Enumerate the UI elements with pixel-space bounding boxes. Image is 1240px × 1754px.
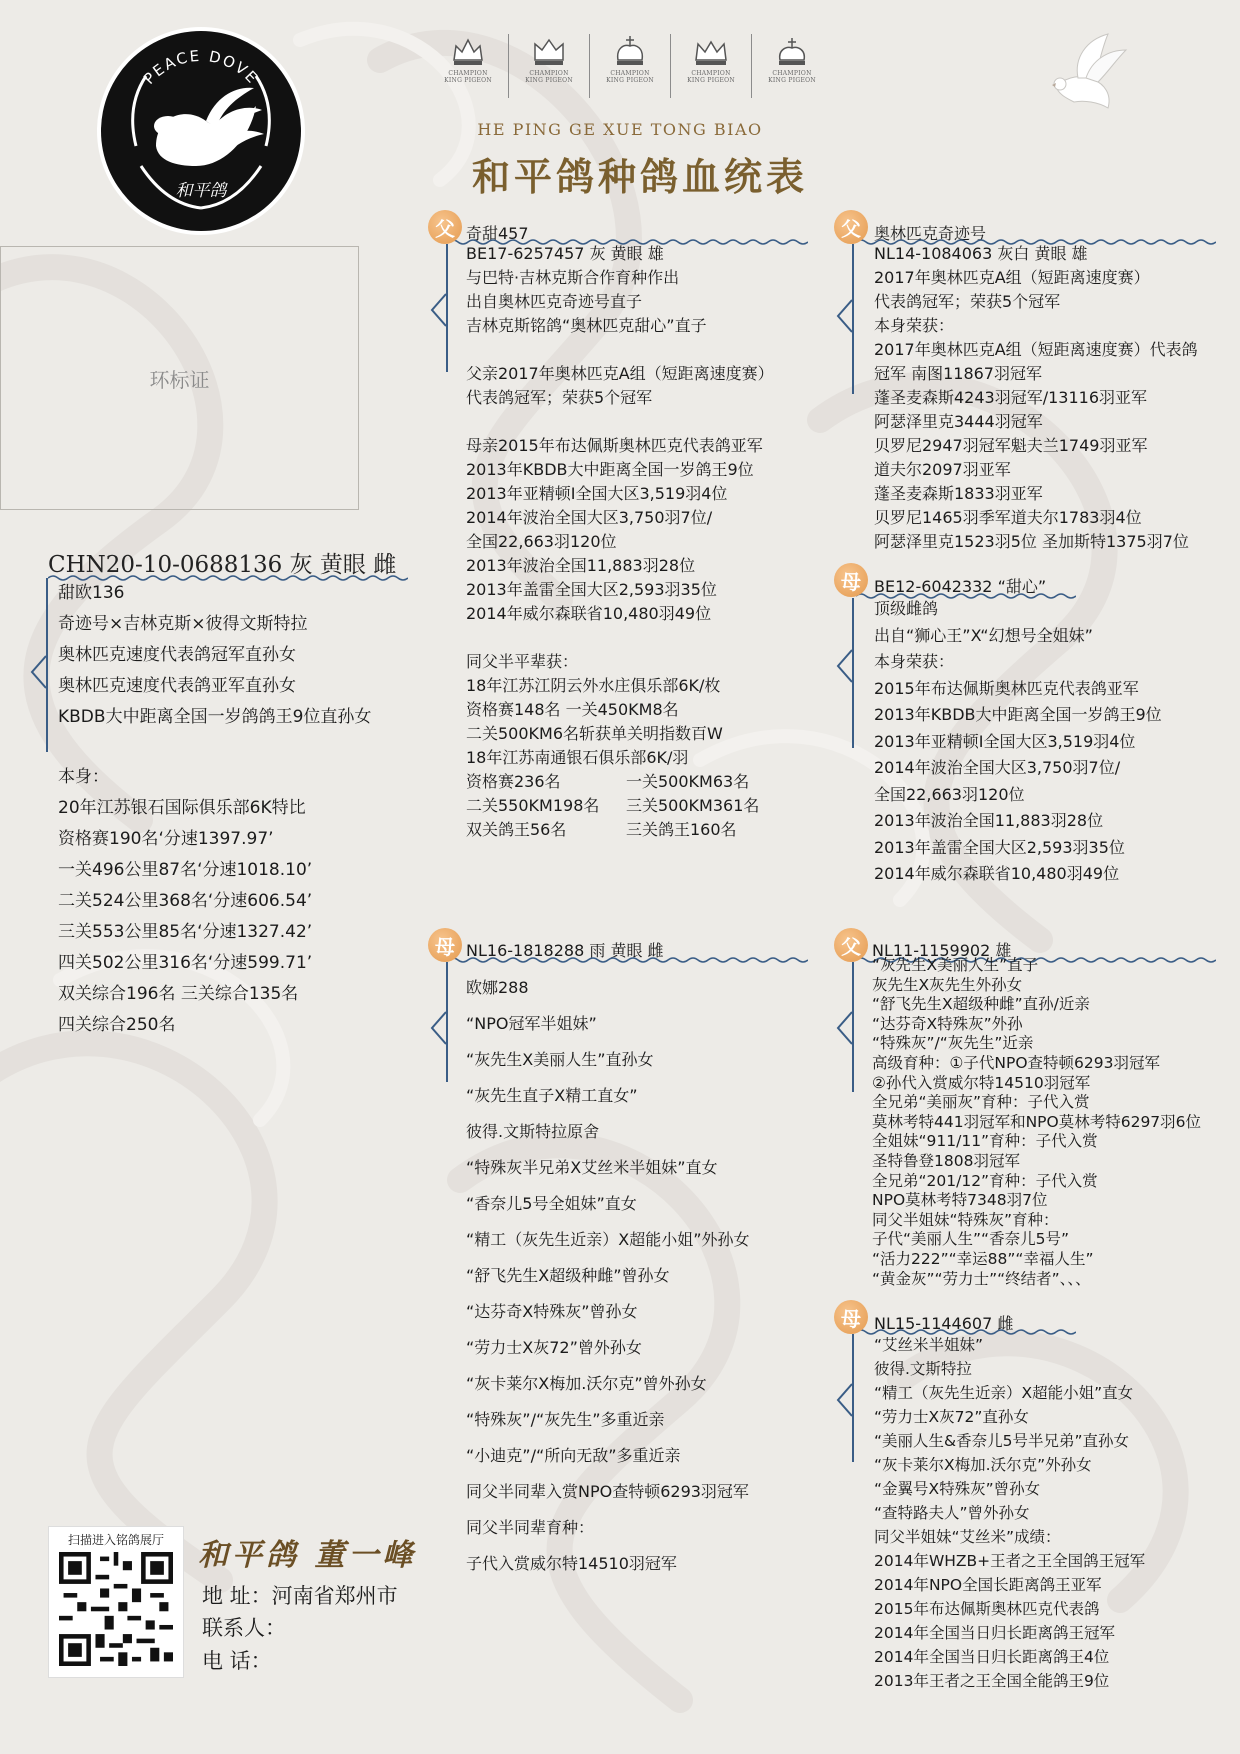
contact-person: 联系人：	[202, 1616, 286, 1640]
subject-line: 甜欧136	[58, 583, 125, 603]
qr-label: 扫描进入铭鸽展厅	[67, 1533, 164, 1547]
dam-sire-info	[872, 956, 1201, 1289]
sire-line	[466, 626, 776, 650]
crown-item	[671, 34, 752, 98]
sire-sire-line: 阿瑟泽里克3444羽冠军	[874, 412, 1043, 431]
bracket-chevron	[834, 1380, 854, 1420]
sire-sire-info	[874, 242, 1198, 554]
crown-label-line2: KING PIGEON	[687, 77, 735, 84]
sire-dam-info	[874, 596, 1162, 888]
svg-text:和平鸽: 和平鸽	[175, 181, 227, 201]
dam-line: “特殊灰”/“灰先生”多重近亲	[466, 1410, 665, 1429]
dam-sire-line: 全姐妹“911/11”育种：子代入赏	[872, 1132, 1098, 1151]
dam-badge: 母	[428, 928, 462, 962]
crown-item	[590, 34, 671, 98]
sire-dam-badge: 母	[834, 563, 868, 597]
dam-dam-line: 2014年全国当日归长距离鸽王冠军	[874, 1624, 1115, 1642]
dam-sire-line: “活力222”“幸运88”“幸福人生”	[872, 1249, 1094, 1268]
record-line: 四关502公里316名‘分速599.71’	[58, 953, 313, 973]
sire-sire-line: 代表鸽冠军；荣获5个冠军	[874, 292, 1061, 311]
dam-sire-line: “黄金灰”“劳力士”“终结者”、、、	[872, 1269, 1091, 1288]
qr-code-panel[interactable]	[48, 1526, 184, 1678]
dam-sire-line: 全兄弟“201/12”育种：子代入赏	[872, 1171, 1098, 1190]
sire-line: 18年江苏南通银石俱乐部6K/羽	[466, 748, 689, 767]
subject-info	[58, 578, 371, 733]
sire-line: 与巴特·吉林克斯合作育种作出	[466, 268, 680, 287]
dam-dam-line: “劳力士X灰72”直孙女	[874, 1408, 1029, 1426]
sire-line: 2014年波治全国大区3,750羽7位/	[466, 508, 713, 527]
sire-table-cell: 二关550KM198名	[466, 796, 600, 815]
sire-dam-line: 出自“狮心王”X“幻想号全姐妹”	[874, 625, 1093, 645]
sire-line: 2013年KBDB大中距离全国一岁鸽王9位	[466, 460, 754, 479]
sire-results-table	[466, 770, 776, 842]
dam-sire-line: 高级育种：①子代NPO查特顿6293羽冠军	[872, 1053, 1160, 1072]
sire-sire-line: 冠军 南图11867羽冠军	[874, 364, 1042, 383]
sire-info	[466, 242, 776, 842]
peace-dove-logo	[96, 26, 306, 236]
sire-line: 资格赛148名 一关450KM8名	[466, 700, 679, 719]
dam-sire-line: 灰先生X灰先生外孙女	[872, 975, 1023, 994]
dam-line: “NPO冠军半姐妹”	[466, 1014, 597, 1033]
page-title: 和平鸽种鸽血统表	[471, 154, 808, 199]
sire-dam-line: 2013年盖雷全国大区2,593羽35位	[874, 837, 1125, 857]
crown-icon	[691, 34, 731, 70]
sire-dam-line: 2013年KBDB大中距离全国一岁鸽王9位	[874, 705, 1162, 724]
dam-info	[466, 970, 750, 1582]
sire-name: 奇甜457	[466, 224, 529, 243]
ring-certificate-label: 环标证	[149, 367, 210, 392]
dam-dam-line: “金翼号X特殊灰”曾孙女	[874, 1480, 1041, 1498]
record-line: 三关553公里85名‘分速1327.42’	[58, 922, 313, 942]
wavy-underline	[448, 956, 808, 964]
dam-dam-line: 2015年布达佩斯奥林匹克代表鸽	[874, 1600, 1100, 1618]
sire-line: BE17-6257457 灰 黄眼 雄	[466, 244, 664, 263]
dam-dam-line: 2014年全国当日归长距离鸽王4位	[874, 1648, 1110, 1666]
sire-sire-line: 本身荣获：	[874, 316, 955, 335]
dam-line: “精工（灰先生近亲）X超能小姐”外孙女	[466, 1230, 750, 1249]
sire-table-cell: 一关500KM63名	[626, 772, 750, 791]
dam-line: 同父半同辈育种：	[466, 1518, 595, 1537]
header-pinyin: HE PING GE XUE TONG BIAO	[477, 120, 763, 139]
dam-sire-line: 莫林考特441羽冠军和NPO莫林考特6297羽6位	[872, 1112, 1202, 1131]
dam-sire-line: “灰先生X美丽人生”直子	[872, 956, 1039, 974]
dam-sire-name: NL11-1159902 雄	[872, 941, 1012, 960]
crown-label-line1: CHAMPION	[610, 70, 650, 77]
sire-sire-line: 道夫尔2097羽亚军	[874, 460, 1011, 479]
dam-sire-line: “达芬奇X特殊灰”外孙	[872, 1014, 1023, 1033]
subject-line: 奥林匹克速度代表鸽亚军直孙女	[58, 676, 296, 696]
crown-label-line2: KING PIGEON	[768, 77, 816, 84]
sire-line: 2013年盖雷全国大区2,593羽35位	[466, 580, 717, 599]
crown-item	[752, 34, 832, 98]
sire-sire-line: 2017年奥林匹克A组（短距离速度赛）	[874, 268, 1150, 287]
dam-dam-info	[874, 1333, 1145, 1693]
sire-table-cell: 资格赛236名	[466, 772, 561, 791]
dam-line: 子代入赏威尔特14510羽冠军	[466, 1554, 677, 1573]
dove-image	[1038, 28, 1130, 120]
dam-dam-line: “灰卡莱尔X梅加.沃尔克”外孙女	[874, 1456, 1092, 1474]
crown-item	[428, 34, 509, 98]
dam-sire-line: 全兄弟“美丽灰”育种：子代入赏	[872, 1093, 1090, 1112]
record-line: 一关496公里87名‘分速1018.10’	[58, 860, 313, 880]
svg-text:PEACE DOVE: PEACE DOVE	[139, 46, 262, 88]
crown-label-line2: KING PIGEON	[444, 77, 492, 84]
contact-phone: 电 话：	[202, 1649, 272, 1673]
subject-line: KBDB大中距离全国一岁鸽鸽王9位直孙女	[58, 707, 372, 727]
sire-badge: 父	[428, 210, 462, 244]
bracket-chevron	[834, 646, 854, 686]
sire-dam-line: 2015年布达佩斯奥林匹克代表鸽亚军	[874, 678, 1139, 698]
qr-code-image[interactable]	[59, 1552, 173, 1666]
crown-icon	[529, 34, 569, 70]
contact-address: 地 址：河南省郑州市	[202, 1584, 398, 1608]
dam-dam-line: 2014年WHZB+王者之王全国鸽王冠军	[874, 1552, 1146, 1570]
sire-line: 出自奥林匹克奇迹号直子	[466, 292, 643, 311]
sire-dam-name: BE12-6042332 “甜心”	[874, 577, 1047, 596]
dam-dam-line: “美丽人生&香奈儿5号半兄弟”直孙女	[874, 1432, 1130, 1450]
sire-table-cell: 三关500KM361名	[626, 796, 760, 815]
sire-dam-line: 2014年威尔森联省10,480羽49位	[874, 864, 1120, 883]
dam-sire-line: “特殊灰”/“灰先生”近亲	[872, 1034, 1034, 1053]
sire-sire-line: 贝罗尼2947羽冠军魁夫兰1749羽亚军	[874, 436, 1148, 455]
sire-sire-line: NL14-1084063 灰白 黄眼 雄	[874, 244, 1088, 263]
sire-sire-line: 阿瑟泽里克1523羽5位 圣加斯特1375羽7位	[874, 532, 1189, 551]
dam-sire-line: ②孙代入赏威尔特14510羽冠军	[872, 1073, 1091, 1092]
dam-sire-line: NPO莫林考特7348羽7位	[872, 1191, 1048, 1210]
dam-sire-line: 圣特鲁登1808羽冠军	[872, 1151, 1020, 1170]
dam-dam-line: “精工（灰先生近亲）X超能小姐”直女	[874, 1384, 1134, 1402]
bracket-chevron	[834, 1008, 854, 1048]
sire-sire-badge: 父	[834, 210, 868, 244]
dam-dam-line: “艾丝米半姐妹”	[874, 1336, 984, 1354]
crown-icon	[772, 34, 812, 70]
bracket-chevron	[834, 296, 854, 336]
dam-dam-line: “查特路夫人”曾外孙女	[874, 1504, 1030, 1522]
sire-table-cell: 三关鸽王160名	[626, 820, 737, 839]
sire-dam-line: 顶级雌鸽	[874, 599, 939, 618]
breeder-signature: 和平鸽 董一峰	[198, 1538, 417, 1573]
crown-label-line1: CHAMPION	[529, 70, 569, 77]
dam-line: 欧娜288	[466, 978, 529, 997]
sire-line: 代表鸽冠军；荣获5个冠军	[466, 388, 653, 407]
sire-table-cell: 双关鸽王56名	[466, 820, 567, 839]
sire-line: 2013年亚精顿I全国大区3,519羽4位	[466, 484, 728, 503]
dam-sire-badge: 父	[834, 928, 868, 962]
dam-line: “小迪克”/“所向无敌”多重近亲	[466, 1446, 681, 1465]
dam-line: 同父半同辈入赏NPO查特顿6293羽冠军	[466, 1482, 749, 1501]
dam-line: “舒飞先生X超级种雌”曾孙女	[466, 1266, 670, 1285]
sire-line: 2013年波治全国11,883羽28位	[466, 556, 696, 575]
subject-record	[58, 762, 312, 1041]
crown-label-line2: KING PIGEON	[525, 77, 573, 84]
sire-dam-line: 2013年亚精顿I全国大区3,519羽4位	[874, 731, 1136, 751]
sire-line: 全国22,663羽120位	[466, 532, 617, 551]
subject-id-line: CHN20-10-0688136 灰 黄眼 雌	[48, 552, 397, 578]
dam-dam-line: 2014年NPO全国长距离鸽王亚军	[874, 1576, 1102, 1594]
sire-dam-line: 2014年波治全国大区3,750羽7位/	[874, 758, 1121, 777]
sire-sire-line: 蓬圣麦森斯1833羽亚军	[874, 484, 1043, 503]
sire-line: 二关500KM6名斩获单关明指数百W	[466, 724, 723, 743]
dam-line: “灰卡莱尔X梅加.沃尔克”曾外孙女	[466, 1374, 707, 1393]
dam-line: “香奈儿5号全姐妹”直女	[466, 1194, 637, 1213]
sire-sire-name: 奥林匹克奇迹号	[874, 224, 987, 243]
ring-certificate-box	[0, 246, 359, 510]
crown-label-line1: CHAMPION	[448, 70, 488, 77]
dam-line: “达芬奇X特殊灰”曾孙女	[466, 1302, 638, 1321]
dam-dam-line: 2013年王者之王全国全能鸽王9位	[874, 1672, 1110, 1690]
dam-dam-name: NL15-1144607 雌	[874, 1314, 1014, 1333]
sire-dam-line: 全国22,663羽120位	[874, 784, 1025, 804]
sire-dam-line: 本身荣获：	[874, 652, 955, 671]
champion-crowns-row	[428, 34, 836, 98]
record-title: 本身：	[58, 767, 109, 787]
record-line: 20年江苏银石国际俱乐部6K特比	[58, 798, 306, 818]
sire-line	[466, 410, 776, 434]
subject-line: 奥林匹克速度代表鸽冠军直孙女	[58, 645, 296, 665]
sire-sire-line: 蓬圣麦森斯4243羽冠军/13116羽亚军	[874, 388, 1148, 407]
dam-sire-line: 子代“美丽人生”“香奈儿5号”	[872, 1230, 1069, 1249]
record-line: 四关综合250名	[58, 1015, 176, 1035]
bracket-chevron	[428, 1008, 448, 1048]
crown-icon	[448, 34, 488, 70]
record-line: 双关综合196名 三关综合135名	[58, 984, 299, 1004]
bracket-chevron	[28, 652, 48, 692]
dam-dam-line: 彼得.文斯特拉	[874, 1360, 972, 1378]
dam-dam-line: 同父半姐妹“艾丝米”成绩：	[874, 1528, 1061, 1546]
dam-line: 彼得.文斯特拉原舍	[466, 1122, 600, 1141]
crown-label-line1: CHAMPION	[772, 70, 812, 77]
crown-label-line2: KING PIGEON	[606, 77, 654, 84]
sire-line: 吉林克斯铭鸽“奥林匹克甜心”直子	[466, 316, 707, 335]
sire-line: 父亲2017年奥林匹克A组（短距离速度赛）	[466, 364, 774, 383]
sire-line: 同父半平辈获：	[466, 652, 579, 671]
crown-icon	[610, 34, 650, 70]
sire-dam-line: 2013年波治全国11,883羽28位	[874, 811, 1104, 830]
sire-line	[466, 338, 776, 362]
subject-line: 奇迹号×吉林克斯×彼得文斯特拉	[58, 614, 308, 634]
sire-line: 2014年威尔森联省10,480羽49位	[466, 604, 712, 623]
dam-line: “特殊灰半兄弟X艾丝米半姐妹”直女	[466, 1158, 718, 1177]
record-line: 资格赛190名‘分速1397.97’	[58, 829, 274, 849]
dam-sire-line: 同父半姐妹“特殊灰”育种：	[872, 1210, 1059, 1229]
dam-line: “灰先生直子X精工直女”	[466, 1086, 638, 1105]
dam-name: NL16-1818288 雨 黄眼 雌	[466, 941, 664, 960]
dam-line: “劳力士X灰72”曾外孙女	[466, 1338, 642, 1357]
bracket-chevron	[428, 290, 448, 330]
record-line: 二关524公里368名‘分速606.54’	[58, 891, 313, 911]
sire-sire-line: 贝罗尼1465羽季军道夫尔1783羽4位	[874, 508, 1142, 527]
dam-dam-badge: 母	[834, 1300, 868, 1334]
sire-line: 母亲2015年布达佩斯奥林匹克代表鸽亚军	[466, 436, 763, 455]
sire-line: 18年江苏江阴云外水庄俱乐部6K/枚	[466, 676, 721, 695]
crown-label-line1: CHAMPION	[691, 70, 731, 77]
dam-sire-line: “舒飞先生X超级种雌”直孙/近亲	[872, 995, 1090, 1014]
sire-sire-line: 2017年奥林匹克A组（短距离速度赛）代表鸽	[874, 340, 1198, 359]
dam-line: “灰先生X美丽人生”直孙女	[466, 1050, 654, 1069]
crown-item	[509, 34, 590, 98]
